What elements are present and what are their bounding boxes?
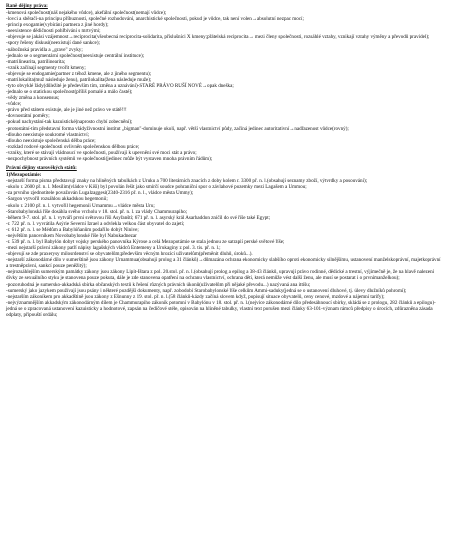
section-ancient-states [6, 165, 443, 318]
text-line: -matrilinearita, patrilinearita; [6, 58, 66, 65]
text-line: -nejstarší forma písma představují znaky na hliněných tabulkách z Uruku a 700 literárních znacích z doby kolem r. 3300 př. n. l.(obsahují seznamy zboží, výtvrdky a posouvání); [6, 178, 368, 185]
text-line: -během 9-7. stol. př. n. l. vytváří první světovou říši Asyřanští; 671 př. n. l. asyrský král Asarhaddon zničil do své říše také Egypt; [6, 214, 271, 221]
text-line: -pokud nachystání-tak kazuistické(naprosto chybí zobecnění); [6, 119, 133, 126]
text-line: -nejvýznamnějším akkadským zákonodárným dílem je Chammurapiho zákoník potomní v Babylónu v 18. stol. př. n. l.(nejvíce zákonodárné dílo předesáhnoucí sbírky, skládá se z prologu, 282 článků a epilogu)-jedná se o zpracovaná ustanovení kazuisticky a hodnotové, zapsán na čedičové stéle, opisován na hliněné tabulky, vlastní text porušen mezi články 63-101-význam rámců předpisy o úrocích, zdůrazněna zásada odplaty, připouští ordálu; [6, 299, 436, 318]
text-line: -tyto obvyklé řády(důležité je především tím, změna a uznávání)-STARÉ PRÁVO RUŠÍ NOVÉ→opak dneška; [6, 83, 234, 90]
text-line: -objevují se zde praxerysy milosrdenství se obyvatelům;především věcným hrozící uživatelům(přeměnit dluhů, úroků...). [6, 251, 253, 258]
text-line: -protostátní-tím představní forma vládyživnostní institut „bigman"-dominuje okolí, např. větší vlastnictví půdy, začíná jedinec autoritativní→nadřazenost vůdce(rovný); [6, 125, 349, 132]
text-line: -okolo r. 2600 př. n. l. Mesilim(vládce v Kiši) byl povolán řešit jako smírčí soudce pohraniční spor o závlahové pozemky mezi Lagašem a Ummou; [6, 184, 307, 191]
section-title: Právní dějiny starověkých států: [6, 165, 77, 172]
text-line: -vůdce; [6, 101, 22, 108]
text-line: -r. 612 př. n. l. se Médům a Babylóňanům podařilo dobýt Ninive; [6, 226, 139, 233]
text-line: -neexistence dědičnosti pohřbívání s mrtvými; [6, 28, 101, 35]
text-line: -dovnostátní poměry; [6, 113, 50, 120]
text-line: -pozoruhodná je sumersko-akkadská sbírka občanských textů k řešení různých právních úkonů(uživatelům při nějaké převodu...) nazývaná ana ittišu; [6, 281, 311, 288]
text-line: -vznik začínají segmenty tvořit kmeny; [6, 64, 86, 71]
text-line: -rozklad rodové společnosti ovlivněn společenskou dělbou práce; [6, 143, 140, 150]
text-line: -za prvního zjednotitele považován Lugalzaggesi(2340-2316 př. n. l., vládce města Ummy); [6, 190, 194, 197]
text-line: -vzniky, které se stávají vládnoucí ve společnosti, používají k upevnění své moci stát a právo; [6, 149, 197, 156]
line-list [6, 10, 443, 162]
text-line: -princip exogamie(vybírání partnera z jiné hordy); [6, 22, 109, 29]
text-line: -r. 722 př. n. l. vyvrátila Asýrie Severní Izrael a odvlekla velkou část obyvatel do zajetí; [6, 220, 185, 227]
text-line: -vědy změna a konsensus; [6, 95, 60, 102]
text-line: -dlouho neexistuje soukromé vlastnictví; [6, 131, 90, 138]
text-line: -kmenová společnost(náš nejakého vůdce), akefální společnost(nemají vůdce); [6, 10, 167, 17]
text-line: -jednalo se o segmentární společnost(neexistuje centrální instituce); [6, 52, 145, 59]
text-line: -dlouho neexistuje společenská dělba práce; [6, 137, 96, 144]
text-line: -největším panovníkem Novobabylonské říše byl Nabukadnezar [6, 232, 137, 239]
text-line: -Starobabylonská říše dosáhla svého vrcholu v 18. stol. př. n. l. za vlády Chammurapiho; [6, 208, 188, 215]
text-line: -jednalo se o statickou společnost(příliš pomalé a málo časté); [6, 89, 133, 96]
text-line: -r. 539 př. n. l. byl Babylón dobyt vojsky perského panovníka Kýrose a celá Mezopotámie se stala jednou ze satrapií perské světové říše; [6, 238, 285, 245]
text-line: -okolo r. 2100 př. n. l. vytvořil hegemonii Urnammu→vládce města Uru; [6, 202, 155, 209]
subsection-title: 1)Mezopotámie: [6, 172, 42, 179]
text-line: -objevuje se jakási vzájemnost→reciprocita(všeobecná reciprocita-solidarita, příslušníci X kmeny;přátelská reciprocita→ mezi členy společnosti, rozsáhlé vztahy, vznikají vztahy výměny a převodů pravidel); [6, 34, 430, 41]
text-line: -matrilokalita(muž následuje ženu), patrilokalita(žena následuje muže); [6, 76, 152, 83]
text-line: -právo před státem existuje, ale je jiné než právo ve státě!!! [6, 107, 127, 114]
text-line: -spory řešeny diskusí(neexistují dané sankce); [6, 40, 100, 47]
line-list [6, 178, 443, 318]
text-line: -nezpochybnost právních systémů ve společnosti(jedinec může být vystaven mnoha právním řádům); [6, 155, 213, 162]
text-line: -objevuje se endogamie(partner z téhož kmene, ale z jiného segmentu); [6, 70, 152, 77]
text-line: -nejstarším zákoníkem pro akkadštině jsou zákony z Ešnunny z 19. stol. př. n. l.(58 článků-kázdy začíná slovem když, popisují situace obyvatelů, ceny cenové, mzdové a nájemní tarify); [6, 293, 385, 300]
section-title: Raně dějiny práva: [6, 3, 48, 9]
text-line: -nejrozsáhlejším sumerským památky zákony jsou zákony Lipit-Ištara z pol. 20.stol. př. n. l.(obsahují prolog a epilog a 38-43 článků, upravují právo rodinné, dědické a trestní, výjimečně je, že na hlavě nalezení dívky ze sexuálního styku je stanovena pouze pokuta, dále je zde stanovena opatření na ochranu vlastnictví, ochrana dětí, která nemůže vést další ženu, ale musí se postarat i o prvnímanželkou); [6, 269, 435, 282]
text-line: -mezi nejstarší právní zákony patří nápisy lagašských vládců Entemeny a Urukaginy z pol. 3. tis. př. n. l.; [6, 245, 221, 252]
text-line: -nejstarší zákonodárné dílo v sumerštině jsou zákony Urnammua(obsahují prolog a 31 článků)→důmazána ochrana ekonomicky slabšího oproti ekonomicky silnějšímu, ustanovení manželskoprávní, majetkoprávní a trestněprávní, sankcí pouze peněžitý); [6, 257, 441, 270]
section-early-law [6, 3, 443, 162]
text-line: -nábožnská pravidla a „grave" zvyky; [6, 46, 83, 53]
text-line: -Sargon vytvořil rozsáhlou akkadskou hegemonii; [6, 196, 108, 203]
text-line: -sumerský jako jazykem používají jsou psány i některé pozdější dokumenty, např. zobodobí Starobabylonské říše celkům Ammi-saduky(jedná se o ustanovení dluhové, tj. úlevy dlužníků pohromí); [6, 287, 407, 294]
text-line: -lovci a sběrači-na principu příbuznosti, společné rozhodování, anarchistické společnosti, pokud je vůdce, tak není volen→absolutní nezpac mocí; [6, 16, 304, 23]
